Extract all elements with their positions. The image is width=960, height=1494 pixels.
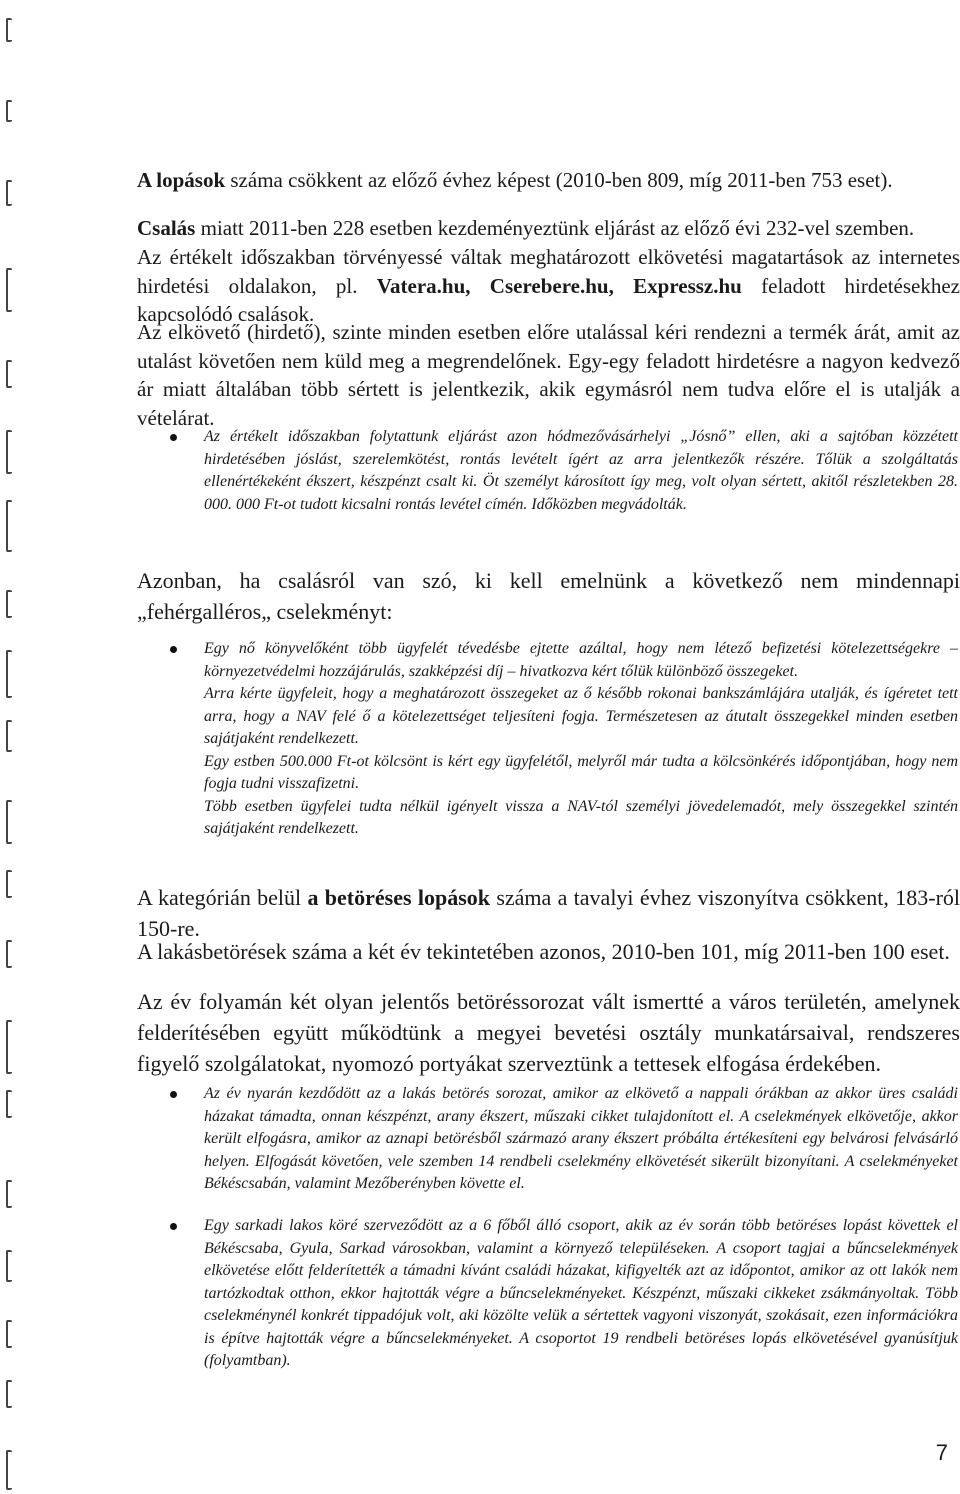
fraud-bold: Csalás	[137, 216, 196, 240]
fraud-text: miatt 2011-ben 228 esetben kezdeményeztünk eljárást az előző évi 232-vel szemben.	[195, 216, 915, 240]
binding-marks	[0, 0, 22, 1494]
paragraph-home-burglary: A lakásbetörések száma a két év tekintetében azonos, 2010-ben 101, míg 2011-ben 100 eset.	[137, 939, 950, 964]
thefts-text: száma csökkent az előző évhez képest (2010-ben 809, míg 2011-ben 753 eset).	[225, 168, 893, 192]
paragraph-thefts	[137, 166, 960, 195]
burglary-text-start: A kategórián belül	[137, 885, 308, 910]
fraud-sites-text: Az értékelt időszakban törvényessé váltak meghatározott elkövetési magatartások az internetes hirdetési oldalakon, pl.	[137, 245, 960, 298]
bullet-josno: Az értékelt időszakban folytattunk eljárást azon hódmezővásárhelyi „Jósnő” ellen, aki a sajtóban közzétett hirdetésében jóslást, szerelemkötést, rontás levételt ígért az arra jelentkezők részére. Tőlük a szolgáltatás ellenértékeként ékszert, készpénzt csalt ki. Öt személyt károsított így meg, volt olyan sértett, akitől részletekben 28. 000. 000 Ft-ot tudott kicsalni rontás levétel címén. Időközben megvádolták.	[204, 428, 958, 513]
bullet-dot	[170, 646, 177, 653]
bullet-dot	[170, 1091, 177, 1098]
bullet-accountant	[204, 638, 958, 841]
paragraph-fraud-sites	[137, 243, 960, 329]
paragraph-fraud	[137, 214, 960, 243]
accountant-line-2: Arra kérte ügyfeleit, hogy a meghatározott összegeket az ő később rokonai bankszámlájára utalják, és ígéretet tett arra, hogy a NAV felé ő a kötelezettséget teljesíteni fogja. Természetesen az átutalt összegekkel minden esetben sajátjaként rendelkezett.	[204, 685, 958, 747]
burglary-text-end: száma a tavalyi évhez viszonyítva csökkent, 183-ról 150-re.	[137, 885, 960, 941]
paragraph-burglary	[137, 882, 960, 944]
thefts-bold: A lopások	[137, 168, 226, 192]
fraud-sites-text-end: feladott hirdetésekhez kapcsolódó csalások.	[137, 273, 960, 326]
bullet-dot	[170, 1223, 177, 1230]
paragraph-whitecollar: Azonban, ha csalásról van szó, ki kell emelnünk a következő nem mindennapi „fehérgalléros„ cselekményt:	[137, 568, 960, 624]
accountant-line-3: Egy estben 500.000 Ft-ot kölcsönt is kért egy ügyfelétől, melyről már tudta a kölcsönkérés időpontjában, hogy nem fogja tudni visszafizetni.	[204, 752, 958, 792]
paragraph-fraud-method: Az elkövető (hirdető), szinte minden esetben előre utalással kéri rendezni a termék árát, amit az utalást követően nem küld meg a megrendelőnek. Egy-egy feladott hirdetésre a nagyon kedvező ár miatt általában több sértett is jelentkezik, akik egymásról nem tudva előre el is utalják a vételárat.	[137, 320, 960, 430]
fraud-sites-bold: Vatera.hu, Cserebere.hu, Expressz.hu	[376, 273, 742, 298]
accountant-line-4: Több esetben ügyfelei tudta nélkül igényelt vissza a NAV-tól személyi jövedelemadót, mely összegekkel szintén sajátjaként rendelkezett.	[204, 797, 958, 837]
bullet-dot	[170, 434, 177, 441]
accountant-line-1: Egy nő könyvelőként több ügyfelét tévedésbe ejtette azáltal, hogy nem létező befizetési kötelezettségekre – környezetvédelmi hozzájárulás, szakképzési díj – hivatkozva kért tőlük különböző összegeket.	[204, 640, 958, 680]
page-number: 7	[935, 1440, 948, 1465]
paragraph-series: Az év folyamán két olyan jelentős betöréssorozat vált ismertté a város területén, amelynek felderítésében együtt működtünk a megyei bevetési osztály munkatársaival, rendszeres figyelő szolgálatokat, nyomozó portyákat szerveztünk a tettesek elfogása érdekében.	[137, 989, 960, 1076]
bullet-sarkad: Egy sarkadi lakos köré szerveződött az a 6 főből álló csoport, akik az év során több betöréses lopást követtek el Békéscsaba, Gyula, Sarkad városokban, valamint a környező településeken. A csoport tagjai a bűncselekmények elkövetése előtt felderítették a támadni kívánt családi házakat, kifigyelték azt az időpontot, amikor az ott lakók nem tartózkodtak otthon, ekkor hajtották végre a bűncselekményeket. Készpénzt, műszaki cikkeket zsákmányoltak. Több cselekménynél konkrét tippadójuk volt, aki közölte velük a sértettek vagyoni viszonyát, szokásait, ezen információkra is építve hajtották végre a bűncselekményeket. A csoportot 19 rendbeli betöréses lopás elkövetésével gyanúsítjuk (folyamtban).	[204, 1217, 958, 1369]
bullet-summer: Az év nyarán kezdődött az a lakás betörés sorozat, amikor az elkövető a nappali órákban az akkor üres családi házakat támadta, onnan készpénzt, arany ékszert, műszaki cikket tulajdonított el. A cselekmények elkövetője, akkor került elfogásra, amikor az aznapi betörésből származó arany ékszert próbálta értékesíteni egy belvárosi felvásárló helyen. Elfogását követően, vele szemben 14 rendbeli cselekmény elkövetését sikerült bizonyítani. A cselekményeket Békéscsabán, valamint Mezőberényben követte el.	[204, 1085, 958, 1192]
burglary-bold: a betöréses lopások	[307, 885, 490, 910]
